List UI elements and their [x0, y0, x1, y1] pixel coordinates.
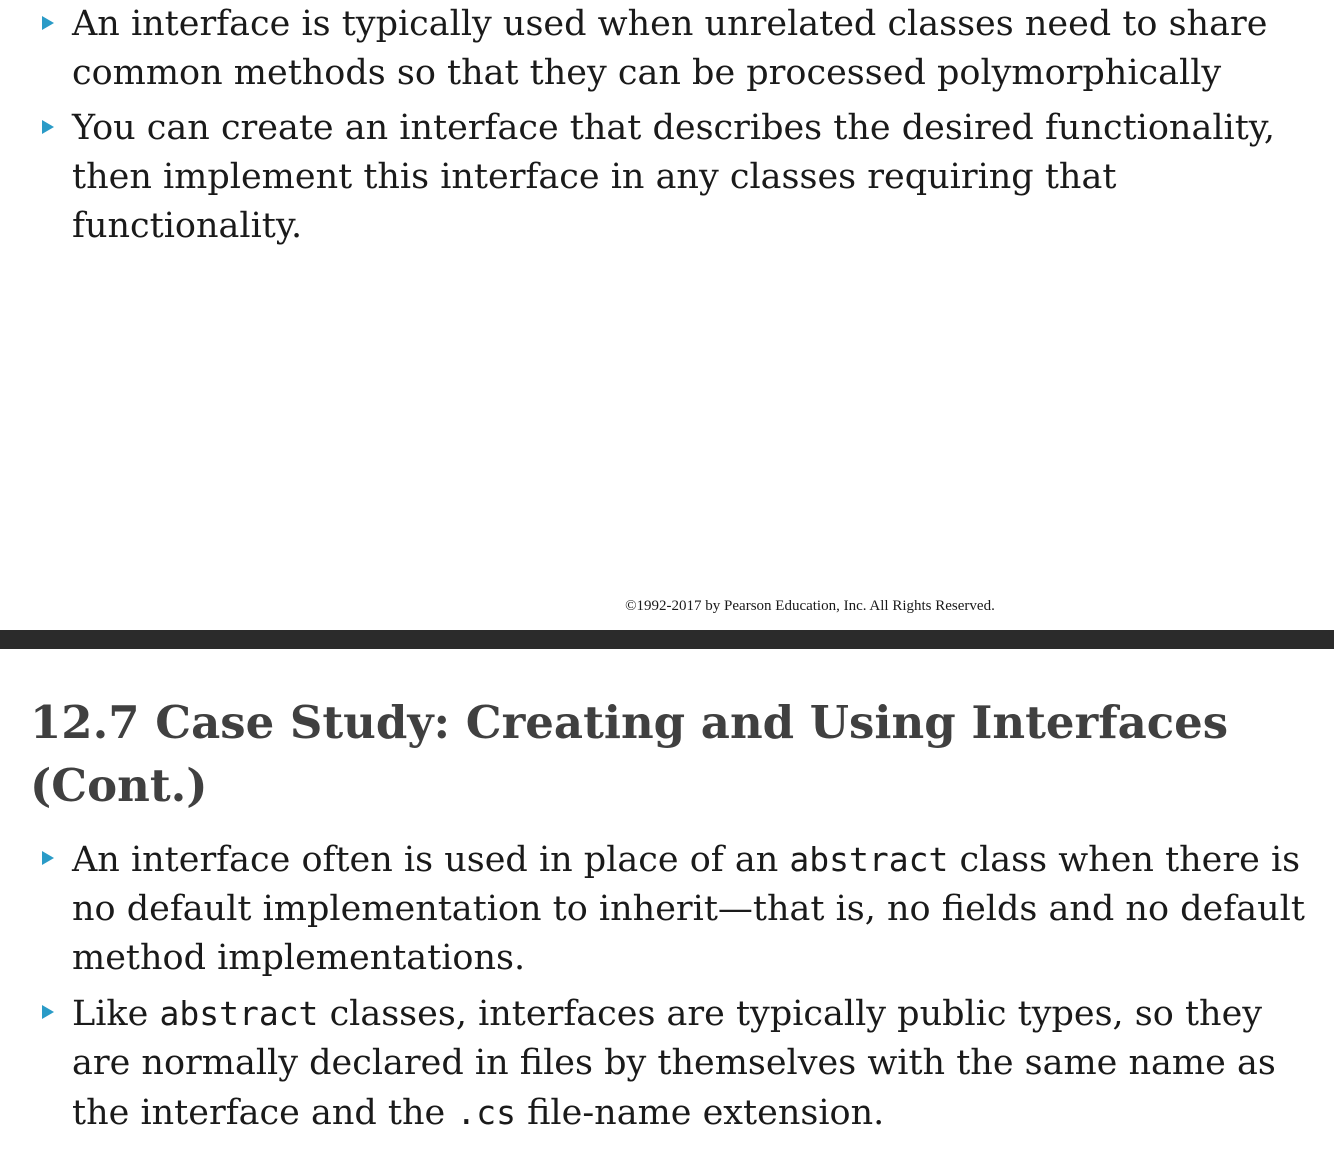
bullet-text: You can create an interface that describes the desired functionality, then implement this interface in any classes requiring that functionality. [72, 108, 1276, 246]
bullet-arrow-icon [42, 1005, 54, 1019]
bottom-bullet-list [0, 835, 1334, 1144]
bullet-item [0, 989, 1334, 1138]
bullet-text-after: file-name extension. [515, 1093, 885, 1133]
bullet-text-after: class when there is no default implementation to inherit—that is, no fields and no default method implementations. [72, 840, 1305, 978]
bullet-text-middle: classes, interfaces are typically public types, so they are normally declared in files by themselves with the same name as the interface and the [72, 994, 1276, 1133]
bullet-item [0, 835, 1334, 983]
bullet-text-before: Like [72, 994, 160, 1034]
bullet-arrow-icon [42, 16, 54, 30]
bottom-slide [0, 649, 1334, 1165]
code-extension: .cs [456, 1093, 516, 1132]
bullet-arrow-icon [42, 120, 54, 134]
code-keyword: abstract [159, 994, 319, 1033]
slide-title: 12.7 Case Study: Creating and Using Interfaces (Cont.) [30, 696, 1229, 812]
bullet-arrow-icon [42, 851, 54, 865]
bullet-text-before: An interface often is used in place of an [72, 840, 790, 880]
bullet-text: An interface is typically used when unrelated classes need to share common methods so that they can be processed polymorphically [72, 4, 1268, 93]
slide-divider [0, 630, 1334, 649]
top-bullet-list [0, 0, 1334, 257]
copyright-footer: ©1992-2017 by Pearson Education, Inc. All Rights Reserved. [625, 598, 995, 614]
bullet-item [0, 0, 1334, 98]
bullet-item [0, 104, 1334, 251]
code-keyword: abstract [789, 840, 949, 879]
